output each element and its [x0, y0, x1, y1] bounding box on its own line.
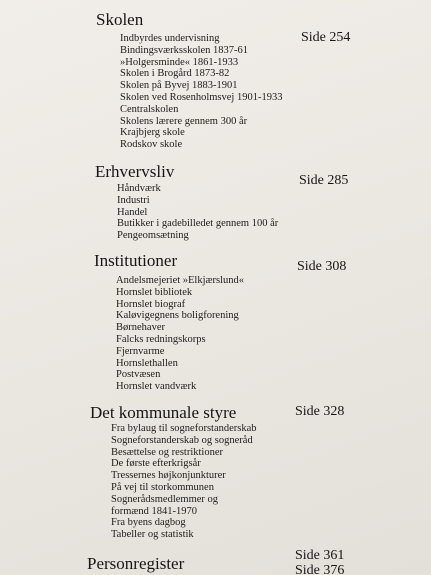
- section-items: [111, 423, 257, 541]
- section-items: [120, 33, 282, 151]
- section-title: Personregister: [87, 554, 185, 573]
- list-item: Hornslethallen: [116, 357, 178, 369]
- list-item: Børnehaver: [116, 322, 165, 334]
- list-item: De første efterkrigsår: [111, 458, 201, 470]
- list-item: Fra byens dagbog: [111, 517, 186, 529]
- section-title: Skolen: [96, 10, 144, 29]
- section-items: [116, 275, 244, 393]
- list-item: Skolen ved Rosenholmsvej 1901-1933: [120, 91, 283, 103]
- list-item: Bindingsværksskolen 1837-61: [120, 44, 249, 56]
- list-item: Hornslet vandværk: [116, 381, 197, 393]
- list-item: Tabeller og statistik: [111, 529, 194, 541]
- list-item: formænd 1841-1970: [111, 505, 198, 517]
- footer-page-number: Side 376: [295, 563, 345, 575]
- list-item: Kaløvigegnens boligforening: [116, 310, 239, 322]
- list-item: Fra bylaug til sogneforstanderskab: [111, 423, 257, 434]
- list-item: Fjernvarme: [116, 345, 165, 357]
- list-item: På vej til storkommunen: [111, 481, 214, 493]
- section-page-number: Side 308: [297, 259, 347, 274]
- list-item: Andelsmejeriet »Elkjærslund«: [116, 275, 245, 286]
- section-title: Det kommunale styre: [90, 403, 237, 422]
- list-item: Sogneforstanderskab og sogneråd: [111, 434, 253, 446]
- list-item: »Holgersminde« 1861-1933: [120, 56, 239, 68]
- list-item: Centralskolen: [120, 103, 179, 115]
- list-item: Butikker i gadebilledet gennem 100 år: [117, 218, 279, 230]
- list-item: Skolen i Brogård 1873-82: [120, 68, 230, 80]
- section-page-number: Side 328: [295, 404, 345, 419]
- list-item: Indbyrdes undervisning: [120, 33, 220, 44]
- section-page-number: Side 285: [299, 173, 349, 188]
- section-page-number: Side 361: [295, 548, 345, 563]
- list-item: Handel: [117, 206, 148, 218]
- section-title: Institutioner: [94, 251, 178, 270]
- list-item: Skolens lærere gennem 300 år: [120, 115, 248, 127]
- section-items: [117, 183, 278, 242]
- list-item: Krajbjerg skole: [120, 127, 185, 139]
- list-item: Hornslet bibliotek: [116, 286, 193, 298]
- list-item: Industri: [117, 194, 150, 206]
- list-item: Pengeomsætning: [117, 230, 189, 242]
- list-item: Postvæsen: [116, 369, 161, 381]
- list-item: Besættelse og restriktioner: [111, 446, 223, 458]
- list-item: Rodskov skole: [120, 139, 183, 151]
- list-item: Hornslet biograf: [116, 298, 186, 310]
- list-item: Sognerådsmedlemmer og: [111, 493, 219, 505]
- list-item: Håndværk: [117, 183, 161, 194]
- list-item: Tressernes højkonjunkturer: [111, 470, 226, 482]
- section-page-number: Side 254: [301, 30, 351, 45]
- list-item: Skolen på Byvej 1883-1901: [120, 80, 238, 92]
- section-title: Erhvervsliv: [95, 162, 175, 181]
- list-item: Falcks redningskorps: [116, 333, 206, 345]
